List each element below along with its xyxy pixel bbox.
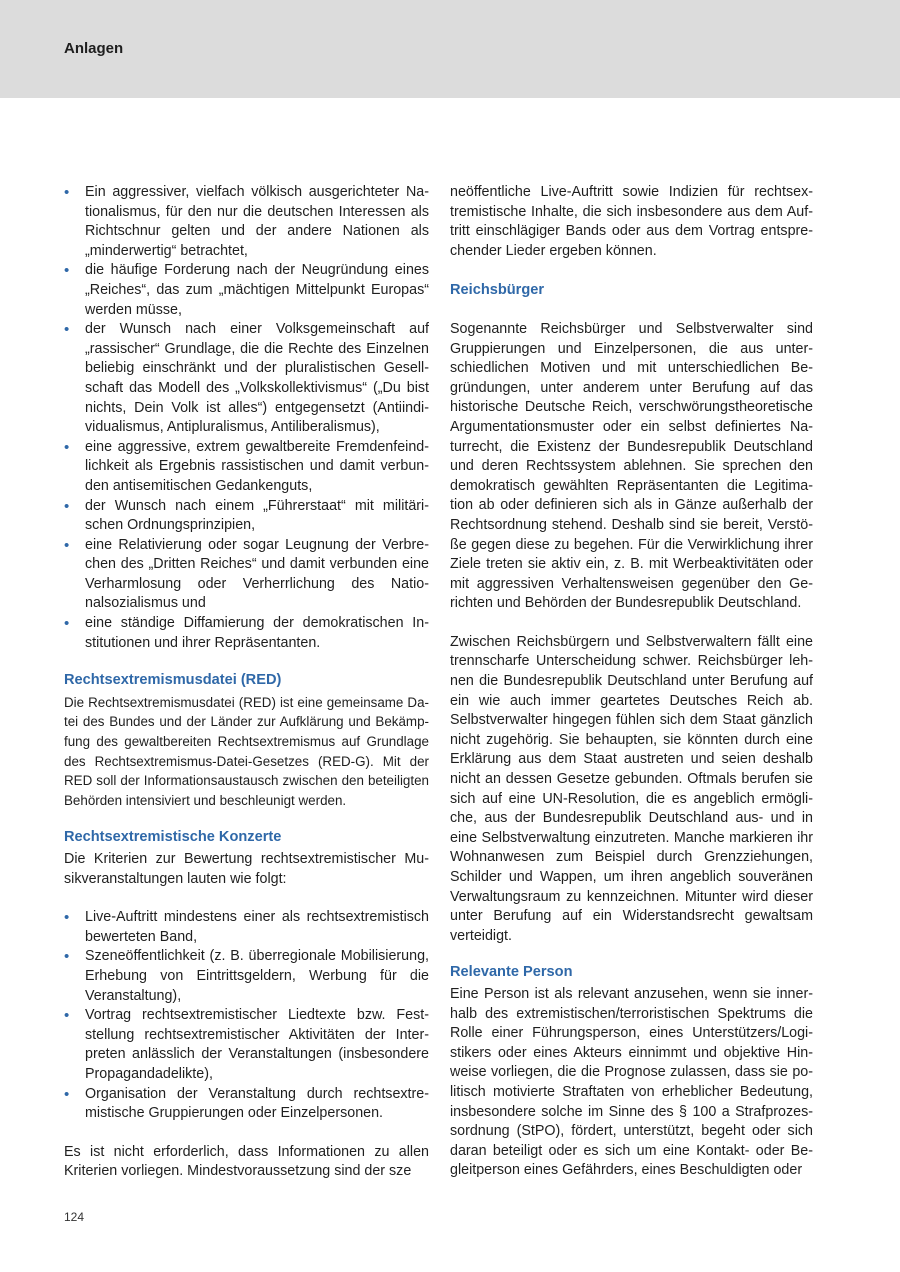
red-heading: Rechtsextremismusdatei (RED): [64, 672, 282, 689]
header-band: [0, 0, 900, 98]
list-item: • eine Relativierung oder sogar Leugnung der Verbrechen des „Dritten Reiches“ und damit verbunden eine Verharmlosung oder Verherrlichung des Nationalsozialismus und: [64, 536, 429, 612]
list-item: • Live-Auftritt mindestens einer als rechtsextremistisch bewerteten Band,: [64, 909, 429, 945]
red-paragraph: Die Rechtsextremismusdatei (RED) ist eine gemeinsame Datei des Bundes und der Länder zur Aufklärung und Bekämpfung des gewaltbereiten Rechtsextremismus auf Grundlage des Rechtsextremismus-Datei-Gesetzes (RED-G). Mit der RED soll der Informationsaustausch zwischen den beteiligten Behörden intensiviert und beschleunigt werden.: [64, 694, 429, 808]
bullet-icon: •: [64, 321, 70, 339]
list-item: • der Wunsch nach einer Volksgemeinschaft auf „rassischer“ Grundlage, die die Rechte des Einzelnen beliebig einschränkt und der pluralistischen Gesellschaft das Modell des „Volkskollektivismus“ („Du bist nichts, Dein Volk ist alles“) entgegensetzt (Antiindividualismus, Antipluralismus, Antiliberalismus),: [64, 321, 429, 436]
bullet-icon: •: [64, 184, 70, 201]
list-item: • eine aggressive, extrem gewaltbereite Fremdenfeindlichkeit als Ergebnis rassistischen und damit verbunden antisemitischen Gedankenguts,: [64, 438, 429, 494]
list-item: • Vortrag rechtsextremistischer Liedtexte bzw. Feststellung rechtsextremistischer Aktivitäten der Interpreten anlässlich der Veranstaltungen (insbesondere Propagandadelikte),: [64, 1007, 429, 1082]
list-item: • Ein aggressiver, vielfach völkisch ausgerichteter Nationalismus, für den nur die deutschen Interessen als Richtschnur gelten und der andere Nationen als „minderwertig“ betrachtet,: [64, 184, 429, 259]
list-item: • der Wunsch nach einem „Führerstaat“ mit militärischen Ordnungsprinzipien,: [64, 497, 429, 534]
bullet-icon: •: [64, 1085, 70, 1103]
characteristics-list: [64, 183, 429, 653]
bullet-icon: •: [64, 948, 70, 966]
bullet-icon: •: [64, 438, 70, 456]
reichsbuerger-paragraph-2: Zwischen Reichsbürgern und Selbstverwaltern fällt eine trennscharfe Unterscheidung schwer. Reichsbürger lehnen die Bundesrepublik Deutschland unter Berufung auf ein wie auch immer geartetes Deutsches Reich ab. Selbstverwalter hingegen fühlen sich dem Staat gänzlich nicht zugehörig. Sie behaupten, sie könnten durch eine Erklärung aus dem Staat austreten und seien deshalb nicht an dessen Gesetze gebunden. Oftmals berufen sie sich auf eine UN-Resolution, die es angeblich ermögliche, aus der Bundesrepublik Deutschland aus- und in eine Selbstverwaltung einzutreten. Manche markieren ihr Wohnanwesen zum Beispiel durch Grenzziehungen, Schilder und Wappen, um ihren angeblich souveränen Verwaltungsraum zu kennzeichnen. Mitunter wird dieser unter Berufung auf ein Widerstandsrecht gewaltsam verteidigt.: [450, 633, 813, 944]
bullet-icon: •: [64, 497, 70, 515]
concerts-heading: Rechtsextremistische Konzerte: [64, 829, 282, 846]
left-column: [64, 183, 429, 1182]
concerts-intro: Die Kriterien zur Bewertung rechtsextremistischer Musikveranstaltungen lauten wie folgt:: [64, 851, 429, 887]
continuation-paragraph: neöffentliche Live-Auftritt sowie Indizien für rechtsextremistische Inhalte, die sich insbesondere aus dem Auftritt einschlägiger Bands oder aus dem Vortrag entsprechender Lieder ergeben können.: [450, 184, 813, 259]
bullet-icon: •: [64, 615, 70, 633]
bullet-icon: •: [64, 909, 70, 927]
list-item: • Szeneöffentlichkeit (z. B. überregionale Mobilisierung, Erhebung von Eintrittsgeldern, Werbung für die Veranstaltung),: [64, 948, 429, 1004]
page-number: 124: [64, 1210, 85, 1224]
reichsbuerger-paragraph-1: Sogenannte Reichsbürger und Selbstverwalter sind Gruppierungen und Einzelpersonen, die aus unterschiedlichen Motiven und mit unterschiedlichen Begründungen, unter anderem unter Berufung auf das historische Deutsche Reich, verschwörungstheoretische Argumentationsmuster oder ein selbst definiertes Naturrecht, die Existenz der Bundesrepublik Deutschland und deren Rechtssystem ablehnen. Sie sprechen den demokratisch gewählten Repräsentanten die Legitimation ab oder definieren sich als in Gänze außerhalb der Rechtsordnung stehend. Deshalb sind sie bereit, Verstöße gegen diese zu begehen. Für die Verwirklichung ihrer Ziele treten sie aktiv ein, z. B. mit Werbeaktivitäten oder mit aggressiven Verhaltensweisen gegenüber den Gerichten und Behörden der Bundesrepublik Deutschland.: [450, 320, 813, 612]
relevant-person-paragraph: Eine Person ist als relevant anzusehen, wenn sie innerhalb des extremistischen/terroristischen Spektrums die Rolle einer Führungsperson, eines Unterstützers/Logistikers oder eines Akteurs einnimmt und objektive Hinweise vorliegen, die die Prognose zulassen, dass sie politisch motivierte Straftaten von erheblicher Bedeutung, insbesondere solche im Sinne des § 100 a Strafprozessordnung (StPO), fördert, unterstützt, begeht oder sich daran beteiligt oder es sich um eine Kontakt- oder Begleitperson eines Gefährders, eines Beschuldigten oder: [450, 985, 813, 1179]
list-item: • eine ständige Diffamierung der demokratischen Institutionen und ihrer Repräsentanten.: [64, 615, 429, 651]
list-item: • die häufige Forderung nach der Neugründung eines „Reiches“, das zum „mächtigen Mittelpunkt Europas“ werden müsse,: [64, 262, 429, 318]
bullet-icon: •: [64, 1007, 70, 1025]
reichsbuerger-heading: Reichsbürger: [450, 282, 545, 299]
relevant-person-heading: Relevante Person: [450, 964, 573, 981]
bullet-icon: •: [64, 536, 70, 554]
bullet-icon: •: [64, 262, 70, 280]
right-column: [450, 183, 813, 1181]
section-title: Anlagen: [64, 40, 124, 57]
concert-criteria-list: [64, 908, 429, 1124]
list-item: • Organisation der Veranstaltung durch rechtsextremistische Gruppierungen oder Einzelpersonen.: [64, 1085, 429, 1122]
concerts-closing: Es ist nicht erforderlich, dass Informationen zu allen Kriterien vorliegen. Mindestvoraussetzung sind der sze: [64, 1143, 429, 1180]
